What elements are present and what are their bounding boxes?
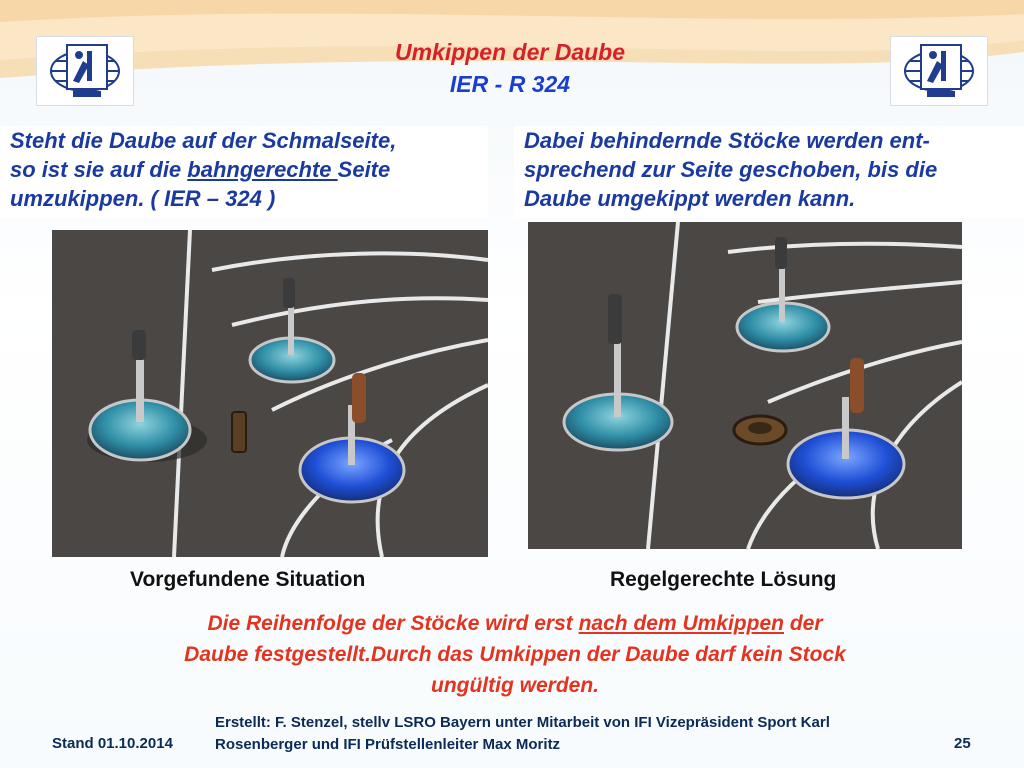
left-text-line-2 — [10, 155, 488, 184]
title-line-1: Umkippen der Daube — [394, 39, 626, 65]
note-part-1: Die Reihenfolge der Stöcke wird erst — [207, 612, 579, 635]
footer-date: Stand 01.10.2014 — [52, 735, 173, 752]
left-text-underlined: bahngerechte — [187, 157, 338, 182]
left-text-line-3: umzukippen. ( IER – 324 ) — [10, 186, 276, 211]
page-title — [300, 36, 720, 100]
note-line-2: Daube festgestellt.Durch das Umkippen der Daube darf kein Stock — [184, 643, 846, 666]
photo-found-situation — [52, 230, 488, 557]
right-text-line-3: Daube umgekippt werden kann. — [524, 186, 856, 211]
rule-note — [60, 608, 970, 701]
page-number: 25 — [954, 735, 971, 752]
ifi-logo-icon — [37, 37, 133, 105]
left-text-line-2-prefix: so ist sie auf die — [10, 157, 188, 182]
footer-credit — [215, 712, 935, 756]
ifi-logo-right — [890, 36, 988, 106]
photo-correct-solution — [528, 222, 962, 549]
title-line-2: IER - R 324 — [449, 71, 571, 97]
left-text-line-1: Steht die Daube auf der Schmalseite, — [10, 128, 397, 153]
note-line-1 — [60, 608, 970, 639]
caption-found-situation: Vorgefundene Situation — [130, 568, 366, 591]
right-instruction-text — [514, 126, 1024, 218]
right-text-line-1: Dabei behindernde Stöcke werden ent- — [524, 128, 930, 153]
left-text-line-2-suffix: Seite — [337, 157, 391, 182]
ifi-logo-left — [36, 36, 134, 106]
left-instruction-text — [0, 126, 488, 218]
footer-credit-line-1: Erstellt: F. Stenzel, stellv LSRO Bayern unter Mitarbeit von IFI Vizepräsident Sport Karl — [215, 714, 830, 731]
ifi-logo-icon — [891, 37, 987, 105]
right-text-line-2: sprechend zur Seite geschoben, bis die — [524, 157, 938, 182]
footer-credit-line-2: Rosenberger und IFI Prüfstellenleiter Max Moritz — [215, 736, 561, 753]
caption-correct-solution: Regelgerechte Lösung — [610, 568, 837, 591]
note-line-3: ungültig werden. — [431, 674, 599, 697]
note-underlined: nach dem Umkippen — [578, 612, 784, 635]
note-part-2: der — [783, 612, 823, 635]
